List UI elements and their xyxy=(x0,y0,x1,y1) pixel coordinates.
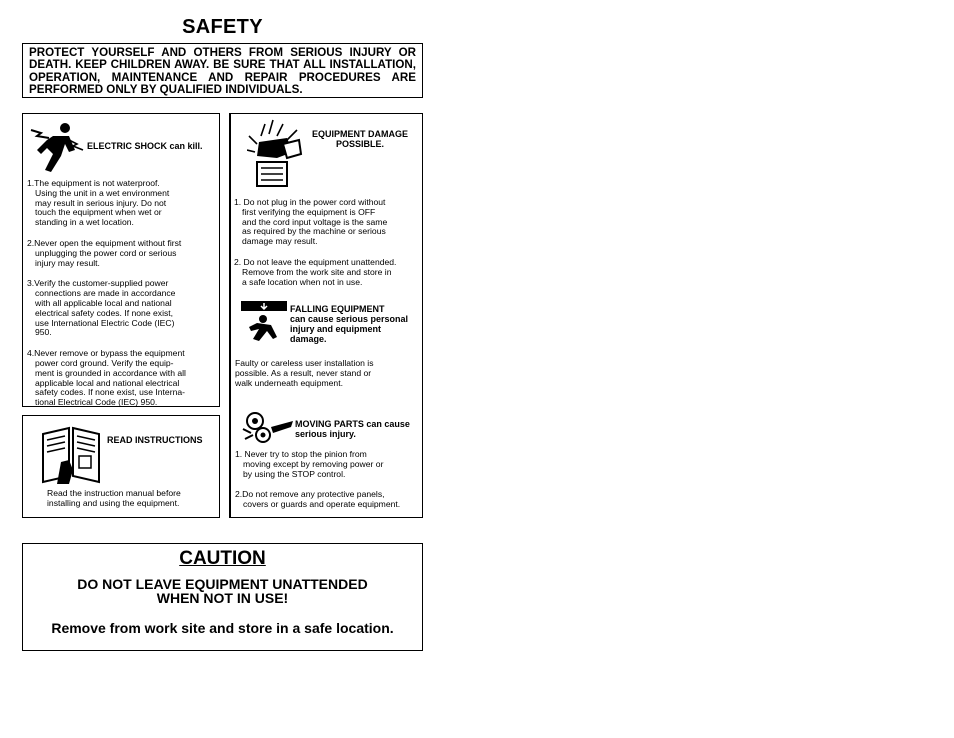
moving-parts-label: MOVING PARTS can cause serious injury. xyxy=(295,419,410,439)
list-item: 2. Do not leave the equipment unattended. Remove from the work site and store in a safe location when not in use. xyxy=(234,256,397,287)
page-title: SAFETY xyxy=(182,16,263,38)
list-item: 2.Do not remove any protective panels, covers or guards and operate equipment. xyxy=(235,489,401,510)
caution-line-3: Remove from work site and store in a safe location. xyxy=(51,620,394,636)
moving-parts-list xyxy=(235,450,423,521)
list-item: 3.Verify the customer-supplied power connections are made in accordance with all applicable local and national electrical safety codes. If none exist, use International Electric Code (IEC) 950. xyxy=(27,278,176,338)
read-instructions-text: Read the instruction manual before installing and using the equipment. xyxy=(47,488,181,508)
caution-line-1: DO NOT LEAVE EQUIPMENT UNATTENDED xyxy=(77,576,368,592)
falling-equipment-text: Faulty or careless user installation is possible. As a result, never stand or walk underneath equipment. xyxy=(235,358,374,388)
list-item: 1.The equipment is not waterproof. Using the unit in a wet environment may result in serious injury. Do not touch the equipment when wet or standing in a wet location. xyxy=(27,178,170,228)
falling-equipment-sub: can cause serious personal injury and equipment damage. xyxy=(290,314,409,344)
list-item: 1. Do not plug in the power cord without first verifying the equipment is OFF and the cord input voltage is the same as required by the machine or serious damage may result. xyxy=(234,197,388,247)
caution-line-2: WHEN NOT IN USE! xyxy=(156,590,289,606)
hazards-section xyxy=(229,113,423,518)
equipment-damage-icon xyxy=(247,118,305,190)
safety-intro: PROTECT YOURSELF AND OTHERS FROM SERIOUS INJURY OR DEATH. KEEP CHILDREN AWAY. BE SURE THAT ALL INSTALLATION, OPERATION, MAINTENANCE AND REPAIR PROCEDURES ARE PERFORMED ONLY BY QUALIFIED INDIVIDUALS. xyxy=(22,43,423,98)
list-item: 1. Never try to stop the pinion from moving except by removing power or by using the STOP control. xyxy=(235,449,384,479)
list-item: 4.Never remove or bypass the equipment power cord ground. Verify the equip- ment is grounded in accordance with all applicable local and national electrical safety codes. If none exist, use Interna- tional Electrical Code (IEC) 950. xyxy=(27,348,186,408)
caution-title: CAUTION xyxy=(179,548,266,569)
read-instructions-section xyxy=(22,415,220,518)
equipment-damage-list xyxy=(234,198,422,298)
electric-shock-icon xyxy=(29,120,87,176)
electric-shock-section xyxy=(22,113,220,407)
manual-icon xyxy=(39,424,103,486)
caution-box xyxy=(22,543,423,651)
read-instructions-label: READ INSTRUCTIONS xyxy=(107,435,203,445)
list-item: 2.Never open the equipment without first unplugging the power cord or serious injury may result. xyxy=(27,237,182,268)
falling-equipment-icon xyxy=(241,301,289,343)
electric-shock-label: ELECTRIC SHOCK can kill. xyxy=(87,141,203,151)
falling-equipment-label: FALLING EQUIPMENT xyxy=(290,304,385,314)
electric-shock-list xyxy=(27,179,217,419)
moving-parts-icon xyxy=(241,411,295,445)
equipment-damage-label: EQUIPMENT DAMAGE POSSIBLE. xyxy=(311,129,408,149)
